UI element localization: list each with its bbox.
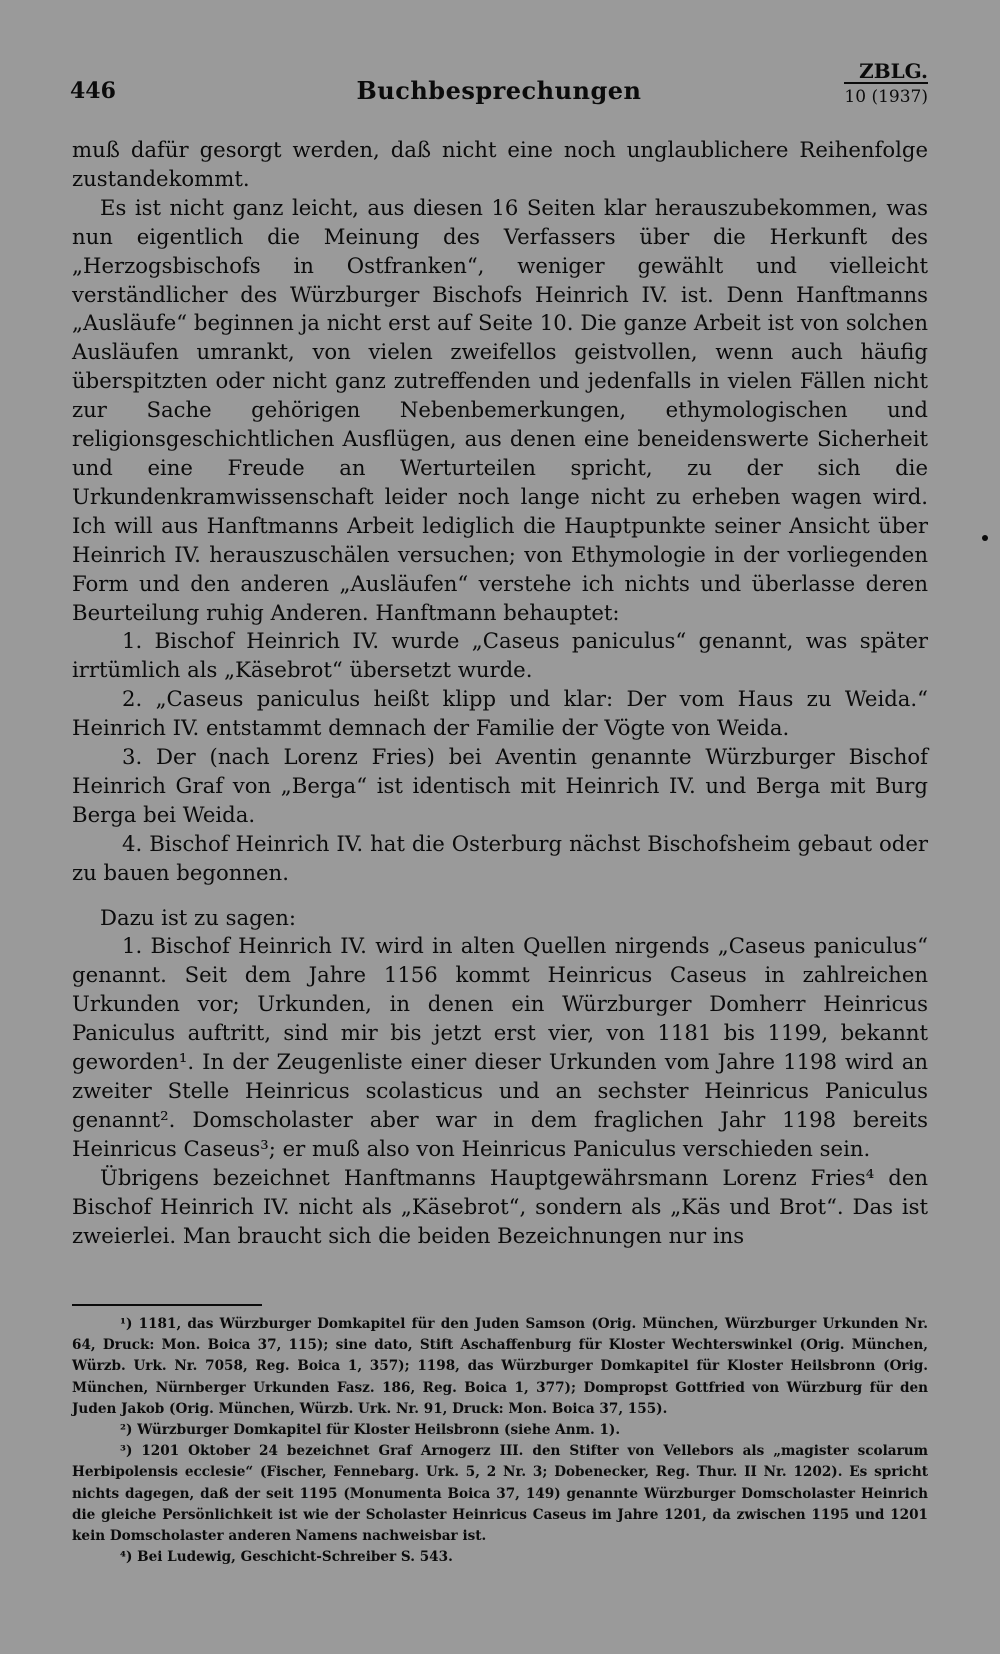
claim-item: 1. Bischof Heinrich IV. wurde „Caseus paniculus“ genannt, was später irrtümlich als „Käsebrot“ übersetzt wurde.: [72, 628, 928, 683]
journal-abbreviation: ZBLG.: [859, 59, 928, 83]
footnotes: [72, 1314, 928, 1568]
footnote-1: ¹) 1181, das Würzburger Domkapitel für den Juden Samson (Orig. München, Würzburger Urkunden Nr. 64, Druck: Mon. Boica 37, 115); sine dato, Stift Aschaffenburg für Kloster Wechterswinkel (Orig. München, Würzb. Urk. Nr. 7058, Reg. Boica 1, 357); 1198, das Würzburger Domkapitel für Kloster Heilsbronn (Orig. München, Nürnberger Urkunden Fasz. 186, Reg. Boica 1, 377); Dompropst Gottfried von Würzburg für den Juden Jakob (Orig. München, Würzb. Urk. Nr. 91, Druck: Mon. Boica 37, 155).: [72, 1316, 928, 1417]
journal-volume: 10 (1937): [844, 82, 928, 108]
margin-dot: [982, 535, 988, 541]
paragraph-gap: [72, 888, 928, 904]
footnote-3: ³) 1201 Oktober 24 bezeichnet Graf Arnogerz III. den Stifter von Vellebors als „magister scolarum Herbipolensis ecclesie“ (Fischer, Fennebarg. Urk. 5, 2 Nr. 3; Dobenecker, Reg. Thur. II Nr. 1202). Es spricht nichts dagegen, daß der seit 1195 (Monumenta Boica 37, 149) genannte Würzburger Domscholaster Heinrich die gleiche Persönlichkeit ist wie der Scholaster Heinricus Caseus im Jahre 1201, da zwischen 1195 und 1201 kein Domscholaster anderen Namens nachweisbar ist.: [72, 1443, 928, 1545]
running-title: Buchbesprechungen: [356, 76, 642, 105]
footnote-rule: [72, 1304, 262, 1306]
footnote-2: ²) Würzburger Domkapitel für Kloster Heilsbronn (siehe Anm. 1).: [120, 1422, 621, 1439]
claim-item: 3. Der (nach Lorenz Fries) bei Aventin genannte Würzburger Bischof Heinrich Graf von „Berga“ ist identisch mit Heinrich IV. und Berga mit Burg Berga bei Weida.: [72, 744, 928, 827]
claim-item: 4. Bischof Heinrich IV. hat die Osterburg nächst Bischofsheim gebaut oder zu bauen begonnen.: [72, 830, 928, 885]
claims-list: [72, 627, 928, 887]
page-number: 446: [70, 78, 116, 104]
response-point-one: 1. Bischof Heinrich IV. wird in alten Quellen nirgends „Caseus paniculus“ genannt. Seit dem Jahre 1156 kommt Heinricus Caseus in zahlreichen Urkunden vor; Urkunden, in denen ein Würzburger Domherr Heinricus Paniculus auftritt, sind mir bis jetzt erst vier, von 1181 bis 1199, bekannt geworden¹. In der Zeugenliste einer dieser Urkunden vom Jahre 1198 wird an zweiter Stelle Heinricus scolasticus und an sechster Heinricus Paniculus genannt². Domscholaster aber war in dem fraglichen Jahr 1198 bereits Heinricus Caseus³; er muß also von Heinricus Paniculus verschieden sein.: [72, 933, 928, 1161]
paragraph-intro: Es ist nicht ganz leicht, aus diesen 16 Seiten klar herauszubekommen, was nun eigentlich die Meinung des Verfassers über die Herkunft des „Herzogsbischofs in Ostfranken“, weniger gewählt und vielleicht verständlicher des Würzburger Bischofs Heinrich IV. ist. Denn Hanftmanns „Ausläufe“ beginnen ja nicht erst auf Seite 10. Die ganze Arbeit ist von solchen Ausläufen umrankt, von vielen zweifellos geistvollen, wenn auch häufig überspitzten oder nicht ganz zutreffenden und jedenfalls in vielen Fällen nicht zur Sache gehörigen Nebenbemerkungen, ethymologischen und religionsgeschichtlichen Ausflügen, aus denen eine beneidenswerte Sicherheit und eine Freude an Werturteilen spricht, zu der sich die Urkundenkramwissenschaft leider noch lange nicht zu erheben wagen wird. Ich will aus Hanftmanns Arbeit lediglich die Hauptpunkte seiner Ansicht über Heinrich IV. herauszuschälen versuchen; von Ethymologie in der vorliegenden Form und den anderen „Ausläufen“ verstehe ich nichts und überlasse deren Beurteilung ruhig Anderen. Hanftmann behauptet:: [72, 194, 928, 625]
footnote-4: ⁴) Bei Ludewig, Geschicht-Schreiber S. 543.: [120, 1549, 453, 1566]
journal-reference: [844, 60, 928, 108]
claim-item: 2. „Caseus paniculus heißt klipp und klar: Der vom Haus zu Weida.“ Heinrich IV. entstammt demnach der Familie der Vögte von Weida.: [72, 686, 928, 741]
main-text: [72, 136, 928, 1250]
paragraph-continuation: muß dafür gesorgt werden, daß nicht eine noch unglaublichere Reihenfolge zustandekommt.: [72, 137, 928, 191]
paragraph-fries: Übrigens bezeichnet Hanftmanns Hauptgewährsmann Lorenz Fries⁴ den Bischof Heinrich IV. nicht als „Käsebrot“, sondern als „Käs und Brot“. Das ist zweierlei. Man braucht sich die beiden Bezeichnungen nur ins: [72, 1164, 928, 1248]
response-heading: Dazu ist zu sagen:: [100, 904, 296, 930]
running-header: [70, 59, 928, 118]
